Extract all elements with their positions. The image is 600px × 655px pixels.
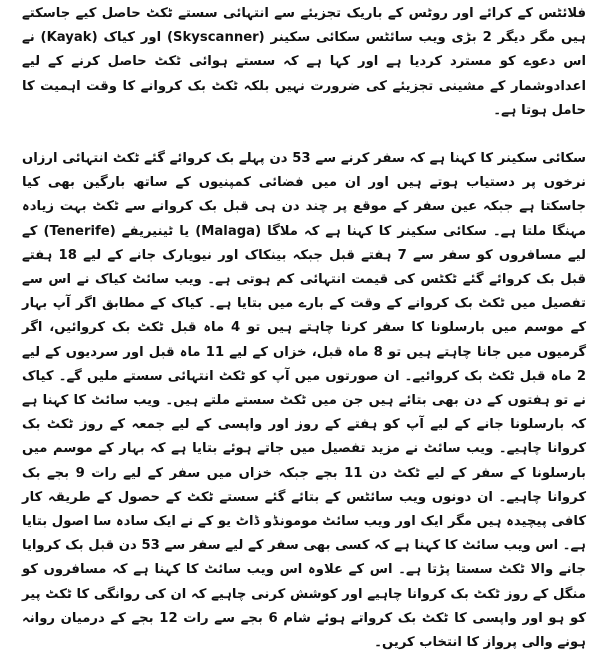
article-body xyxy=(22,2,586,655)
article-paragraph-intro: فلائٹس کے کرائے اور روٹس کے باریک تجزیئے سے انتہائی سستے ٹکٹ حاصل کیے جاسکتے ہیں مگر دیگر 2 بڑی ویب سائٹس سکائی سکینر (Skyscanner) اور کیاک (Kayak) نے اس دعوے کو مسترد کردیا ہے اور کہا ہے کہ سستے ہوائی ٹکٹ حاصل کرنے کے لیے اعدادوشمار کے مشینی تجزیئے کی ضرورت نہیں بلکہ ٹکٹ بک کروانے کا وقت اہمیت کا حامل ہوتا ہے۔ xyxy=(22,6,586,118)
article-paragraph-details: سکائی سکینر کا کہنا ہے کہ سفر کرنے سے 53 دن پہلے بک کروائے گئے ٹکٹ انتہائی ارزاں نرخوں پر دستیاب ہوتے ہیں اور ان میں فضائی کمپنیوں کے ساتھ بارگین بھی کیا جاسکتا ہے جبکہ عین سفر کے موقع پر چند دن ہی قبل بک کروانے سے ٹکٹ بہت زیادہ مہنگا ملتا ہے۔ سکائی سکینر کا کہنا ہے کہ ملاگا (Malaga) یا ٹینیریفے (Tenerife) کے لیے مسافروں کو سفر سے 7 ہفتے قبل جبکہ بینکاک اور نیویارک جانے کے لیے 18 ہفتے قبل بک کروائے گئے ٹکٹس کی قیمت انتہائی کم ہوتی ہے۔ ویب سائٹ کیاک نے اس سے تفصیل میں ٹکٹ بک کروانے کے وقت کے بارے میں بتایا ہے۔ کیاک کے مطابق اگر آپ بہار کے موسم میں بارسلونا کا سفر کرنا چاہتے ہیں تو 4 ماہ قبل ٹکٹ بک کروائیں، اگر گرمیوں میں جانا چاہتے ہیں تو 8 ماہ قبل، خزاں کے لیے 11 ماہ قبل اور سردیوں کے لیے 2 ماہ قبل ٹکٹ بک کروائیے۔ ان صورتوں میں آپ کو ٹکٹ انتہائی سستے ملیں گے۔ کیاک نے تو ہفتوں کے دن بھی بتائے ہیں جن میں ٹکٹ سستے ملتے ہیں۔ ویب سائٹ کا کہنا ہے کہ بارسلونا جانے کے لیے آپ کو ہفتے کے روز اور واپسی کے لیے جمعہ کے روز ٹکٹ بک کروانا چاہیے۔ ویب سائٹ نے مزید تفصیل میں جاتے ہوئے بتایا ہے کہ بہار کے موسم میں بارسلونا کے سفر کے لیے ٹکٹ دن 11 بجے جبکہ خزاں میں سفر کے لیے رات 9 بجے بک کروانا چاہیے۔ ان دونوں ویب سائٹس کے بتائے گئے سستے ٹکٹ کے حصول کے طریقہ کار کافی پیچیدہ ہیں مگر ایک اور ویب سائٹ مومونڈو ڈاٹ یو کے نے ایک سادہ سا اصول بتایا ہے۔ اس ویب سائٹ کا کہنا ہے کہ کسی بھی سفر کے لیے سفر سے 53 دن قبل بک کروایا جانے والا ٹکٹ سستا پڑتا ہے۔ اس کے علاوہ اس ویب سائٹ کا کہنا ہے کہ مسافروں کو منگل کے روز ٹکٹ بک کروانا چاہیے اور کوشش کرنی چاہیے کہ ان کی روانگی کا ٹکٹ پیر کو ہو اور واپسی کا ٹکٹ بک کرواتے ہوئے شام 6 بجے سے رات 12 بجے کے درمیان روانہ ہونے والی پرواز کا انتخاب کریں۔ xyxy=(22,151,586,651)
